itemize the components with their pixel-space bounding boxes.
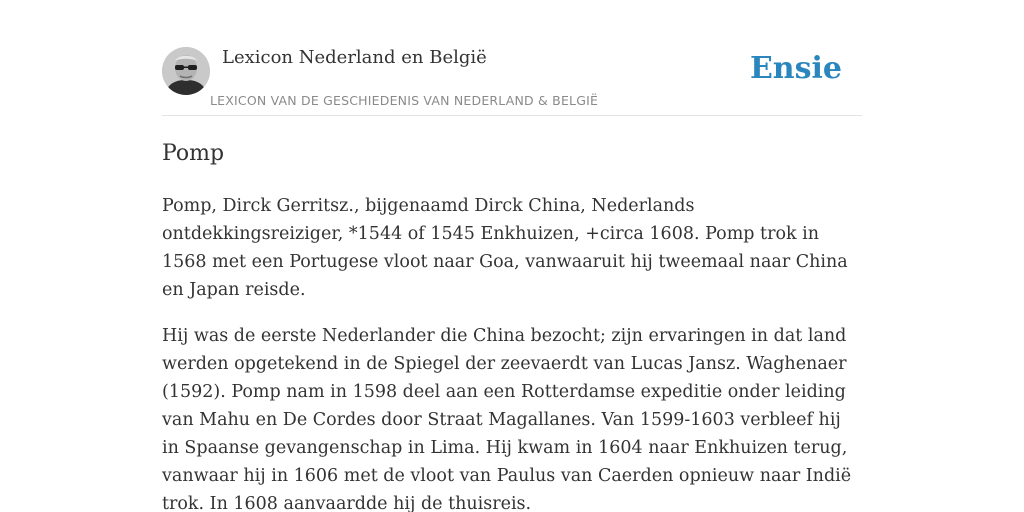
- book-title[interactable]: LEXICON VAN DE GESCHIEDENIS VAN NEDERLAND & BELGIË: [210, 93, 599, 108]
- entry-paragraph: Pomp, Dirck Gerritsz., bijgenaamd Dirck China, Nederlands ontdekkingsreiziger, *1544 of 1545 Enkhuizen, +circa 1608. Pomp trok in 1568 met een Portugese vloot naar Goa, vanwaaruit hij tweemaal naar China en Japan reisde.: [162, 196, 848, 300]
- entry-paragraph: Hij was de eerste Nederlander die China bezocht; zijn ervaringen in dat land werden opgetekend in de Spiegel der zeevaerdt van Lucas Jansz. Waghenaer (1592). Pomp nam in 1598 deel aan een Rotterdamse expeditie onder leiding van Mahu en De Cordes door Straat Magallanes. Van 1599-1603 verbleef hij in Spaanse gevangenschap in Lima. Hij kwam in 1604 naar Enkhuizen terug, vanwaar hij in 1606 met de vloot van Paulus van Caerden opnieuw naar Indië trok. In 1608 aanvaardde hij de thuisreis.: [162, 326, 852, 512]
- entry-title: Pomp: [162, 141, 225, 166]
- author-avatar[interactable]: [162, 47, 210, 95]
- ensie-logo[interactable]: Ensie: [749, 51, 842, 86]
- entry-content: [162, 138, 862, 512]
- author-name[interactable]: Lexicon Nederland en België: [222, 47, 487, 68]
- portrait-image: [162, 47, 210, 95]
- header: [162, 0, 862, 116]
